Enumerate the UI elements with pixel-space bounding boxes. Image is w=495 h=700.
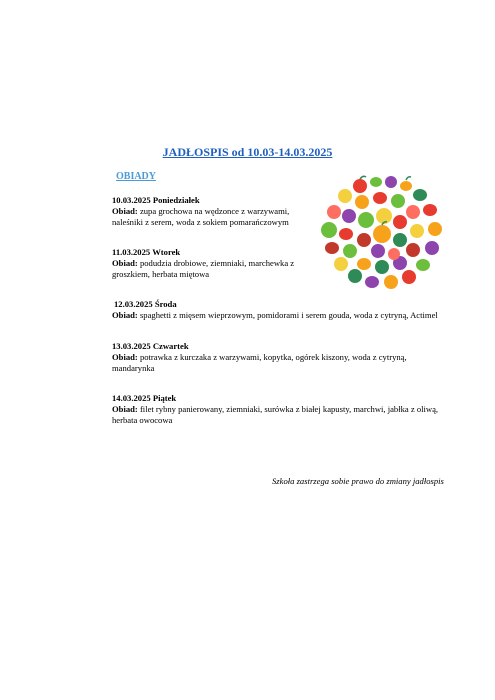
day-date: 11.03.2025 Wtorek: [112, 247, 181, 257]
day-date: 14.03.2025 Piątek: [112, 393, 177, 403]
day-entry-friday: [112, 393, 442, 426]
page-title: JADŁOSPIS od 10.03-14.03.2025: [162, 145, 333, 159]
footer-note: Szkoła zastrzega sobie prawo do zmiany jadłospis: [272, 476, 444, 486]
meal-description: filet rybny panierowany, ziemniaki, surówka z białej kapusty, marchwi, jabłka z oliwą, herbata owocowa: [112, 404, 439, 425]
day-date: 13.03.2025 Czwartek: [112, 341, 189, 351]
day-entry-monday: [112, 195, 317, 228]
day-entry-thursday: [112, 341, 442, 374]
day-date: 10.03.2025 Poniedziałek: [112, 195, 200, 205]
meal-label: Obiad:: [112, 206, 138, 216]
meal-label: Obiad:: [112, 258, 138, 268]
day-entry-wednesday: [112, 299, 472, 321]
meal-label: Obiad:: [112, 404, 138, 414]
day-entry-tuesday: [112, 247, 317, 280]
section-title-obiady: OBIADY: [116, 171, 157, 182]
meal-label: Obiad:: [112, 310, 138, 320]
meal-description: podudzia drobiowe, ziemniaki, marchewka z groszkiem, herbata miętowa: [112, 258, 295, 279]
day-date: 12.03.2025 Środa: [114, 299, 177, 309]
meal-description: potrawka z kurczaka z warzywami, kopytka, ogórek kiszony, woda z cytryną, mandarynka: [112, 352, 407, 373]
fruit-vegetable-circle-icon: [320, 174, 444, 290]
meal-description: zupa grochowa na wędzonce z warzywami, naleśniki z serem, woda z sokiem pomarańczowym: [112, 206, 290, 227]
meal-description: spaghetti z mięsem wieprzowym, pomidorami i serem gouda, woda z cytryną, Actimel: [137, 310, 438, 320]
meal-label: Obiad:: [112, 352, 138, 362]
